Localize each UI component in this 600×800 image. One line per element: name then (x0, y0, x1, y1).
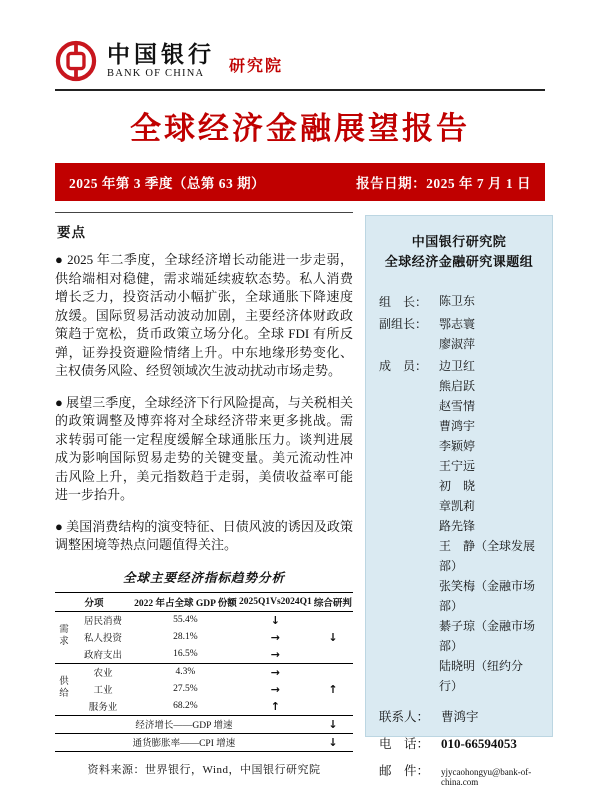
report-title: 全球经济金融展望报告 (130, 111, 470, 146)
table-row: 需求 居民消费 55.4% ↓ ↓ (55, 611, 353, 629)
contact-email: yjycaohongyu@bank-of-china.com (441, 767, 532, 788)
table-row: 私人投资 28.1% → (55, 629, 353, 646)
team-title-line1: 中国银行研究院 (411, 234, 507, 249)
member-name: 王宁远 (439, 459, 476, 474)
group-label-supply: 供给 (59, 677, 69, 699)
bank-name-chinese: 中国银行 (107, 41, 215, 67)
group-label-demand: 需求 (59, 625, 69, 647)
team-roster (379, 292, 539, 698)
issue-bar (55, 163, 545, 201)
member-name: 路先锋 (439, 519, 476, 534)
bank-name-english: BANK OF CHINA (107, 67, 205, 79)
issue-number: 2025 年第 3 季度（总第 63 期） (69, 176, 266, 191)
contact-phone-row: 电 话： 010-66594053 (379, 736, 517, 752)
member-name: 赵雪情 (439, 399, 476, 414)
team-title-line2: 全球经济金融研究课题组 (384, 254, 534, 270)
highlights-heading: 要点 (57, 225, 86, 240)
judgement-arrow-demand: ↓ (328, 630, 338, 644)
institute-label: 研究院 (229, 58, 284, 75)
member-name: 陆晓明（纽约分行） (439, 659, 524, 694)
table-header-row (55, 592, 353, 611)
member-name: 章凯莉 (439, 499, 476, 514)
trend-arrow: ↓ (270, 613, 280, 627)
bank-of-china-emblem-icon (55, 40, 97, 82)
member-name: 边卫红 (439, 359, 476, 374)
table-summary-row: 通货膨胀率——CPI 增速 ↓ (55, 733, 353, 751)
table-row: 工业 27.5% → (55, 681, 353, 698)
bank-name (107, 43, 215, 80)
member-name: 曹鸿宇 (439, 419, 476, 434)
highlight-bullet: ● 美国消费结构的演变特征、日债风波的诱因及政策调整困境等热点问题值得关注。 (55, 518, 353, 552)
table-row: 服务业 68.2% ↑ (55, 698, 353, 716)
research-team-box (365, 215, 553, 788)
col-header-judgement: 综合研判 (313, 598, 352, 609)
table-summary-row: 经济增长——GDP 增速 ↓ (55, 715, 353, 733)
highlight-bullet: ● 2025 年二季度，全球经济增长动能进一步走弱，供给端相对稳健，需求端延续疲软态势。私人消费增长乏力，投资活动小幅扩张，全球通胀下降速度放缓。国际贸易活动波动加剧，主要经济体财政政策趋于宽松，货币政策立场分化。全球 FDI 有所反弹，证券投资避险情绪上升。中东地缘形势变化、主权债务风险、经贸领域次生波动扰动市场走势。 (55, 252, 353, 378)
table-row: 政府支出 16.5% → (55, 646, 353, 664)
deputy-name: 廖淑萍 (439, 337, 476, 352)
col-header-trend: 2025Q1Vs2024Q1 (238, 596, 312, 607)
table-row: 供给 农业 4.3% → ↑ (55, 663, 353, 681)
member-name: 李颖婷 (439, 439, 476, 454)
highlight-bullet: ● 展望三季度，全球经济下行风险提高，与关税相关的政策调整及博弈将对全球经济带来更多挑战。需求转弱可能一定程度缓解全球通胀压力。谈判进展成为影响国际贸易走势的关键变量。美元流动性冲击风险上升，美元指数趋于走弱，美债收益率可能进一步抬升。 (55, 394, 353, 502)
member-name: 初 晓 (439, 479, 476, 494)
highlights-column (55, 206, 353, 777)
judgement-arrow-gdp: ↓ (328, 717, 338, 731)
data-source: 资料来源：世界银行，Wind，中国银行研究院 (87, 763, 321, 776)
member-name: 綦子琼（金融市场部） (439, 619, 536, 654)
judgement-arrow-supply: ↑ (328, 682, 338, 696)
indicator-table (55, 592, 353, 752)
member-name: 熊启跃 (439, 379, 476, 394)
roster-leader: 组 长： 陈卫东 (379, 294, 476, 310)
roster-members: 成 员： 边卫红 熊启跃 赵雪情 曹鸿宇 李颖婷 王宁远 初 晓 章凯莉 路先锋 王 静（全球发展部） 张笑梅（金融市场部） 綦子琼（金融市场部） 陆晓明（纽约分行） (379, 356, 539, 696)
deputy-name: 鄂志寰 (439, 317, 476, 332)
contact-email-row: 邮 件： yjycaohongyu@bank-of-china.com (379, 761, 539, 787)
contact-phone: 010-66594053 (441, 736, 517, 752)
trend-arrow: → (270, 630, 280, 644)
contact-section (379, 698, 539, 787)
indicator-table-title: 全球主要经济指标趋势分析 (122, 570, 285, 585)
col-header-gdp-share: 2022 年占全球 GDP 份额 (134, 598, 237, 609)
member-name: 张笑梅（金融市场部） (439, 579, 536, 614)
trend-arrow: → (270, 665, 280, 679)
trend-arrow: → (270, 647, 280, 661)
contact-person-row: 联系人： 曹鸿宇 (379, 707, 539, 725)
trend-arrow: ↑ (270, 699, 280, 713)
roster-deputy: 副组长： 鄂志寰 廖淑萍 (379, 314, 539, 354)
team-box-title (379, 232, 539, 272)
contact-person: 曹鸿宇 (441, 710, 479, 725)
member-name: 王 静（全球发展部） (439, 539, 536, 574)
header-divider (55, 89, 545, 91)
col-header-category: 分项 (84, 598, 104, 609)
report-date: 报告日期：2025 年 7 月 1 日 (356, 176, 531, 191)
trend-arrow: → (270, 682, 280, 696)
judgement-arrow-cpi: ↓ (328, 735, 338, 749)
header-logo (55, 40, 283, 82)
